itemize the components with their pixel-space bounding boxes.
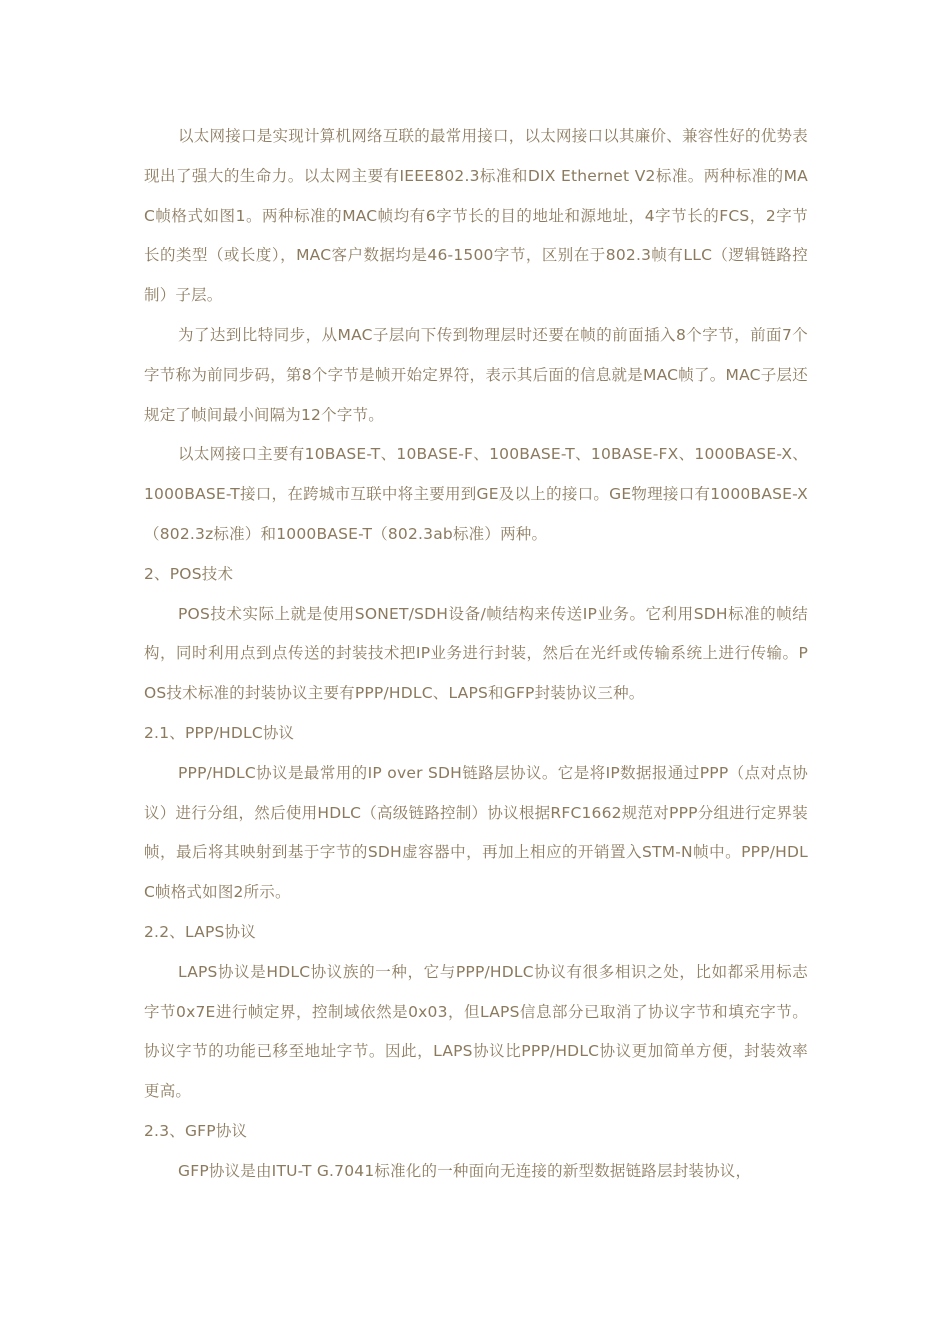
paragraph-pos-technology: POS技术实际上就是使用SONET/SDH设备/帧结构来传送IP业务。它利用SDH标准的帧结构，同时利用点到点传送的封装技术把IP业务进行封装，然后在光纤或传输系统上进行传输。POS技术标准的封装协议主要有PPP/HDLC、LAPS和GFP封装协议三种。 xyxy=(144,604,808,703)
heading-ppp-hdlc: 2.1、PPP/HDLC协议 xyxy=(144,723,295,742)
paragraph-laps: LAPS协议是HDLC协议族的一种，它与PPP/HDLC协议有很多相识之处，比如都采用标志字节0x7E进行帧定界，控制域依然是0x03，但LAPS信息部分已取消了协议字节和填充字节。协议字节的功能已移至地址字节。因此，LAPS协议比PPP/HDLC协议更加简单方便，封装效率更高。 xyxy=(144,962,808,1101)
heading-pos-technology: 2、POS技术 xyxy=(144,564,234,583)
heading-laps: 2.2、LAPS协议 xyxy=(144,922,256,941)
heading-gfp: 2.3、GFP协议 xyxy=(144,1121,248,1140)
paragraph-gfp: GFP协议是由ITU-T G.7041标准化的一种面向无连接的新型数据链路层封装协议， xyxy=(178,1161,752,1180)
document-body xyxy=(144,117,808,1192)
paragraph-ppp-hdlc: PPP/HDLC协议是最常用的IP over SDH链路层协议。它是将IP数据报通过PPP（点对点协议）进行分组，然后使用HDLC（高级链路控制）协议根据RFC1662规范对PPP分组进行定界装帧，最后将其映射到基于字节的SDH虚容器中，再加上相应的开销置入STM-N帧中。PPP/HDLC帧格式如图2所示。 xyxy=(144,763,808,902)
paragraph-ethernet-interface: 以太网接口是实现计算机网络互联的最常用接口，以太网接口以其廉价、兼容性好的优势表现出了强大的生命力。以太网主要有IEEE802.3标准和DIX Ethernet V2标准。两种标准的MAC帧格式如图1。两种标准的MAC帧均有6字节长的目的地址和源地址，4字节长的FCS，2字节长的类型（或长度），MAC客户数据均是46-1500字节，区别在于802.3帧有LLC（逻辑链路控制）子层。 xyxy=(144,127,808,305)
paragraph-ethernet-types: 以太网接口主要有10BASE-T、10BASE-F、100BASE-T、10BASE-FX、1000BASE-X、1000BASE-T接口，在跨城市互联中将主要用到GE及以上的接口。GE物理接口有1000BASE-X（802.3z标准）和1000BASE-T（802.3ab标准）两种。 xyxy=(144,445,808,543)
paragraph-bit-sync: 为了达到比特同步，从MAC子层向下传到物理层时还要在帧的前面插入8个字节，前面7个字节称为前同步码，第8个字节是帧开始定界符，表示其后面的信息就是MAC帧了。MAC子层还规定了帧间最小间隔为12个字节。 xyxy=(144,325,808,424)
